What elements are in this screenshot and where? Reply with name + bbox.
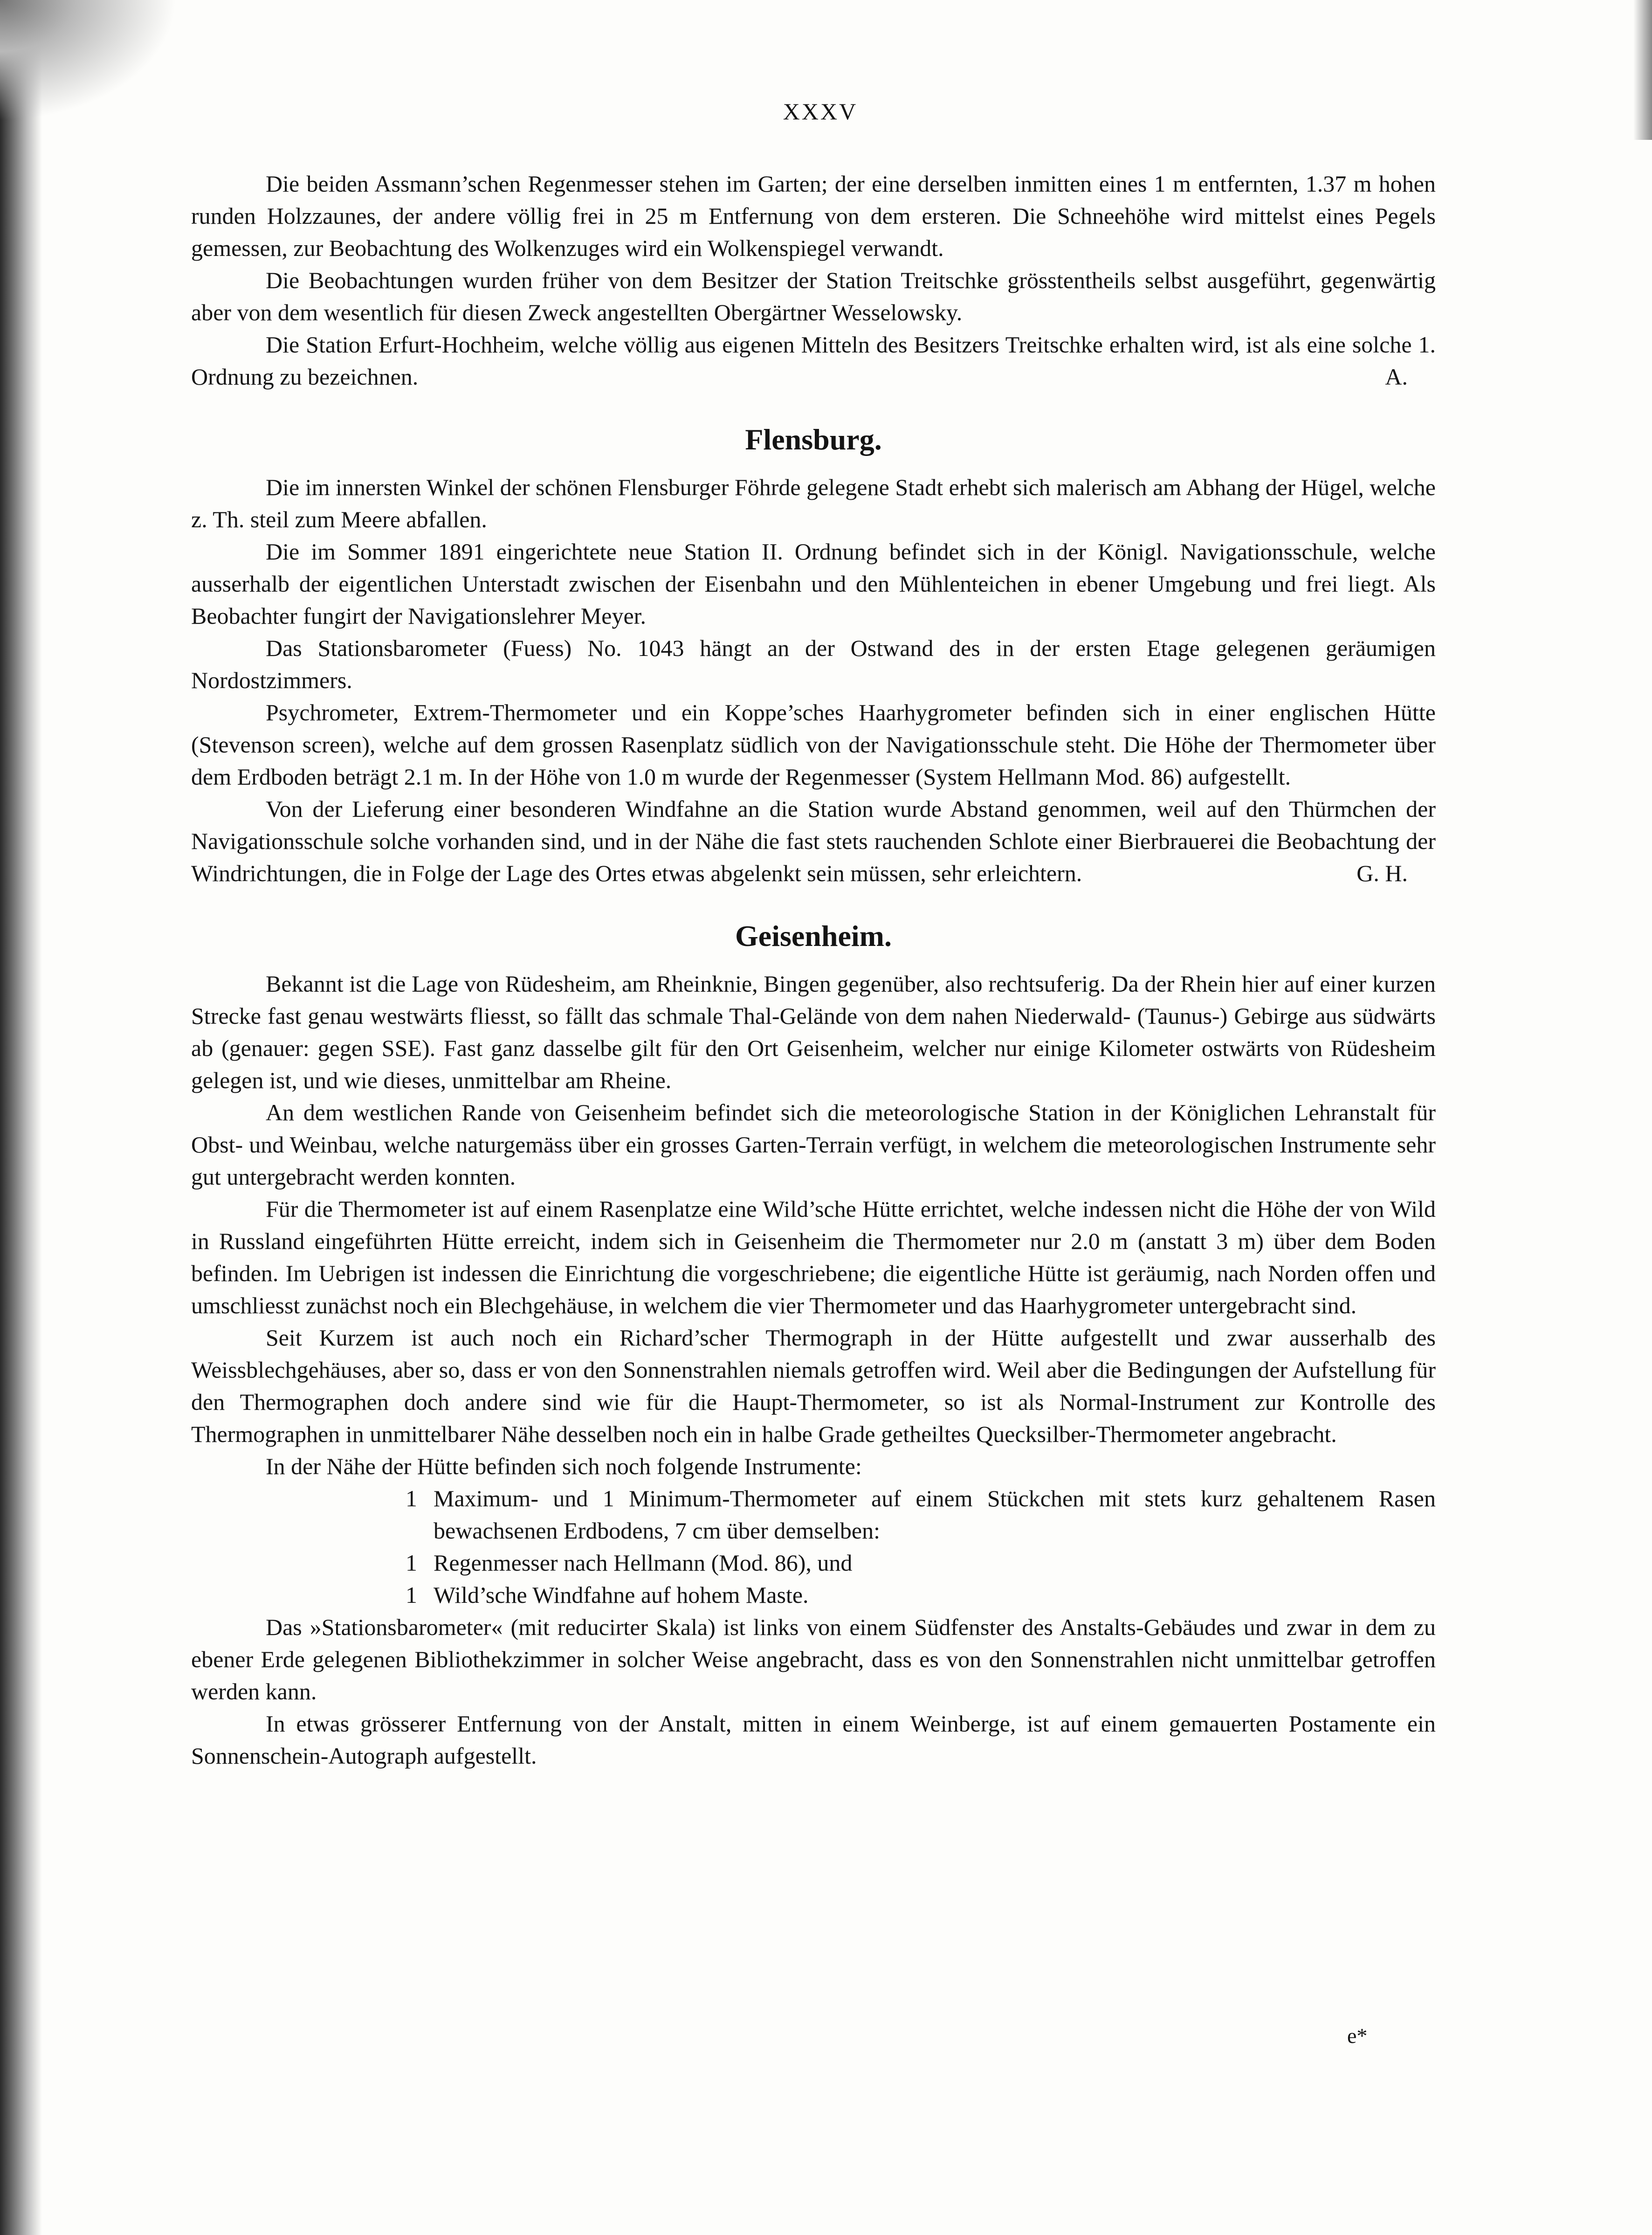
list-item-text: Maximum- und 1 Minimum-Thermometer auf einem Stückchen mit stets kurz gehaltenem Rasen bewachsenen Erdbodens, 7 cm über demselben: <box>434 1485 1436 1544</box>
page-body <box>191 168 1436 1772</box>
list-item-text: Regenmesser nach Hellmann (Mod. 86), und <box>434 1550 853 1576</box>
list-item <box>406 1579 1436 1611</box>
signature: A. <box>1385 364 1408 390</box>
section-erfurt <box>191 168 1436 393</box>
paragraph: Das Stationsbarometer (Fuess) No. 1043 hängt an der Ostwand des in der ersten Etage gelegenen geräumigen Nordostzimmers. <box>191 635 1436 693</box>
paragraph: Die beiden Assmann’schen Regenmesser stehen im Garten; der eine derselben inmitten eines 1 m entfernten, 1.37 m hohen runden Holzzaunes, der andere völlig frei in 25 m Entfernung von dem ersteren. Die Schneehöhe wird mittelst eines Pegels gemessen, zur Beobachtung des Wolkenzuges wird ein Wolkenspiegel verwandt. <box>191 171 1436 261</box>
scan-edge-shadow <box>0 0 42 2235</box>
paragraph-text: Von der Lieferung einer besonderen Windfahne an die Station wurde Abstand genommen, weil auf den Thürmchen der Navigationsschule solche vorhanden sind, und in der Nähe die fast stets rauchenden Schlote einer Bierbrauerei die Beobachtung der Windrichtungen, die in Folge der Lage des Ortes etwas abgelenkt sein müssen, sehr erleichtern. <box>191 796 1436 886</box>
list-item-number: 1 <box>406 1550 417 1576</box>
paragraph-text: Die Station Erfurt-Hochheim, welche völlig aus eigenen Mitteln des Besitzers Treitschke erhalten wird, ist als eine solche 1. Ordnung zu bezeichnen. <box>191 331 1436 390</box>
list-item-text: Wild’sche Windfahne auf hohem Maste. <box>434 1582 809 1608</box>
list-item-number: 1 <box>406 1485 417 1511</box>
scan-right-edge-shadow <box>1633 0 1652 140</box>
paragraph: In etwas grösserer Entfernung von der Anstalt, mitten in einem Weinberge, ist auf einem gemauerten Postamente ein Sonnenschein-Autograph aufgestellt. <box>191 1711 1436 1769</box>
paragraph-with-signature <box>191 793 1436 890</box>
paragraph: Bekannt ist die Lage von Rüdesheim, am Rheinknie, Bingen gegenüber, also rechtsuferig. Da der Rhein hier auf einer kurzen Strecke fast genau westwärts fliesst, so fällt das schmale Thal-Gelände von dem nahen Niederwald- (Taunus-) Gebirge aus südwärts ab (genauer: gegen SSE). Fast ganz dasselbe gilt für den Ort Geisenheim, welcher nur einige Kilometer ostwärts von Rüdesheim gelegen ist, und wie dieses, unmittelbar am Rheine. <box>191 971 1436 1093</box>
list-item <box>406 1483 1436 1547</box>
instrument-list <box>406 1483 1436 1611</box>
list-item <box>406 1547 1436 1579</box>
paragraph: Die im innersten Winkel der schönen Flensburger Föhrde gelegene Stadt erhebt sich malerisch am Abhang der Hügel, welche z. Th. steil zum Meere abfallen. <box>191 474 1436 532</box>
scan-corner-shadow <box>0 0 177 121</box>
section-flensburg <box>191 421 1436 890</box>
paragraph: In der Nähe der Hütte befinden sich noch folgende Instrumente: <box>266 1453 862 1479</box>
paragraph: An dem westlichen Rande von Geisenheim befindet sich die meteorologische Station in der Königlichen Lehranstalt für Obst- und Weinbau, welche naturgemäss über ein grosses Garten-Terrain verfügt, in welchem die meteorologischen Instrumente sehr gut untergebracht werden konnten. <box>191 1099 1436 1190</box>
paragraph: Psychrometer, Extrem-Thermometer und ein Koppe’sches Haarhygrometer befinden sich in einer englischen Hütte (Stevenson screen), welche auf dem grossen Rasenplatz südlich von der Navigationsschule steht. Die Höhe der Thermometer über dem Erdboden beträgt 2.1 m. In der Höhe von 1.0 m wurde der Regenmesser (System Hellmann Mod. 86) aufgestellt. <box>191 699 1436 790</box>
list-item-number: 1 <box>406 1582 417 1608</box>
paragraph: Das »Stationsbarometer« (mit reducirter Skala) ist links von einem Südfenster des Anstalts-Gebäudes und zwar in dem zu ebener Erde gelegenen Bibliothekzimmer in solcher Weise angebracht, dass es von den Sonnenstrahlen nicht unmittelbar getroffen werden kann. <box>191 1614 1436 1704</box>
paragraph-with-signature <box>191 329 1436 393</box>
signature-mark: e* <box>1347 2024 1368 2048</box>
paragraph: Für die Thermometer ist auf einem Rasenplatze eine Wild’sche Hütte errichtet, welche indessen nicht die Höhe der von Wild in Russland eingeführten Hütte erreicht, indem sich in Geisenheim die Thermometer nur 2.0 m (anstatt 3 m) über dem Boden befinden. Im Uebrigen ist indessen die Einrichtung die vorgeschriebene; die eigentliche Hütte ist geräumig, nach Norden offen und umschliesst zunächst noch ein Blechgehäuse, in welchem die vier Thermometer und das Haarhygrometer untergebracht sind. <box>191 1196 1436 1318</box>
section-heading: Flensburg. <box>745 423 882 456</box>
signature: G. H. <box>1356 860 1408 886</box>
section-geisenheim <box>191 917 1436 1772</box>
paragraph: Die Beobachtungen wurden früher von dem Besitzer der Station Treitschke grösstentheils selbst ausgeführt, gegenwärtig aber von dem wesentlich für diesen Zweck angestellten Obergärtner Wesselowsky. <box>191 267 1436 325</box>
paragraph: Die im Sommer 1891 eingerichtete neue Station II. Ordnung befindet sich in der Königl. Navigationsschule, welche ausserhalb der eigentlichen Unterstadt zwischen der Eisenbahn und den Mühlenteichen in ebener Umgebung und frei liegt. Als Beobachter fungirt der Navigationslehrer Meyer. <box>191 538 1436 629</box>
section-heading: Geisenheim. <box>735 919 892 952</box>
paragraph: Seit Kurzem ist auch noch ein Richard’scher Thermograph in der Hütte aufgestellt und zwar ausserhalb des Weissblechgehäuses, aber so, dass er von den Sonnenstrahlen niemals getroffen wird. Weil aber die Bedingungen der Aufstellung für den Thermographen doch andere sind wie für die Haupt-Thermometer, so ist als Normal-Instrument zur Kontrolle des Thermographen in unmittelbarer Nähe desselben noch ein in halbe Grade getheiltes Quecksilber-Thermometer angebracht. <box>191 1324 1436 1447</box>
page-number: XXXV <box>783 98 858 124</box>
